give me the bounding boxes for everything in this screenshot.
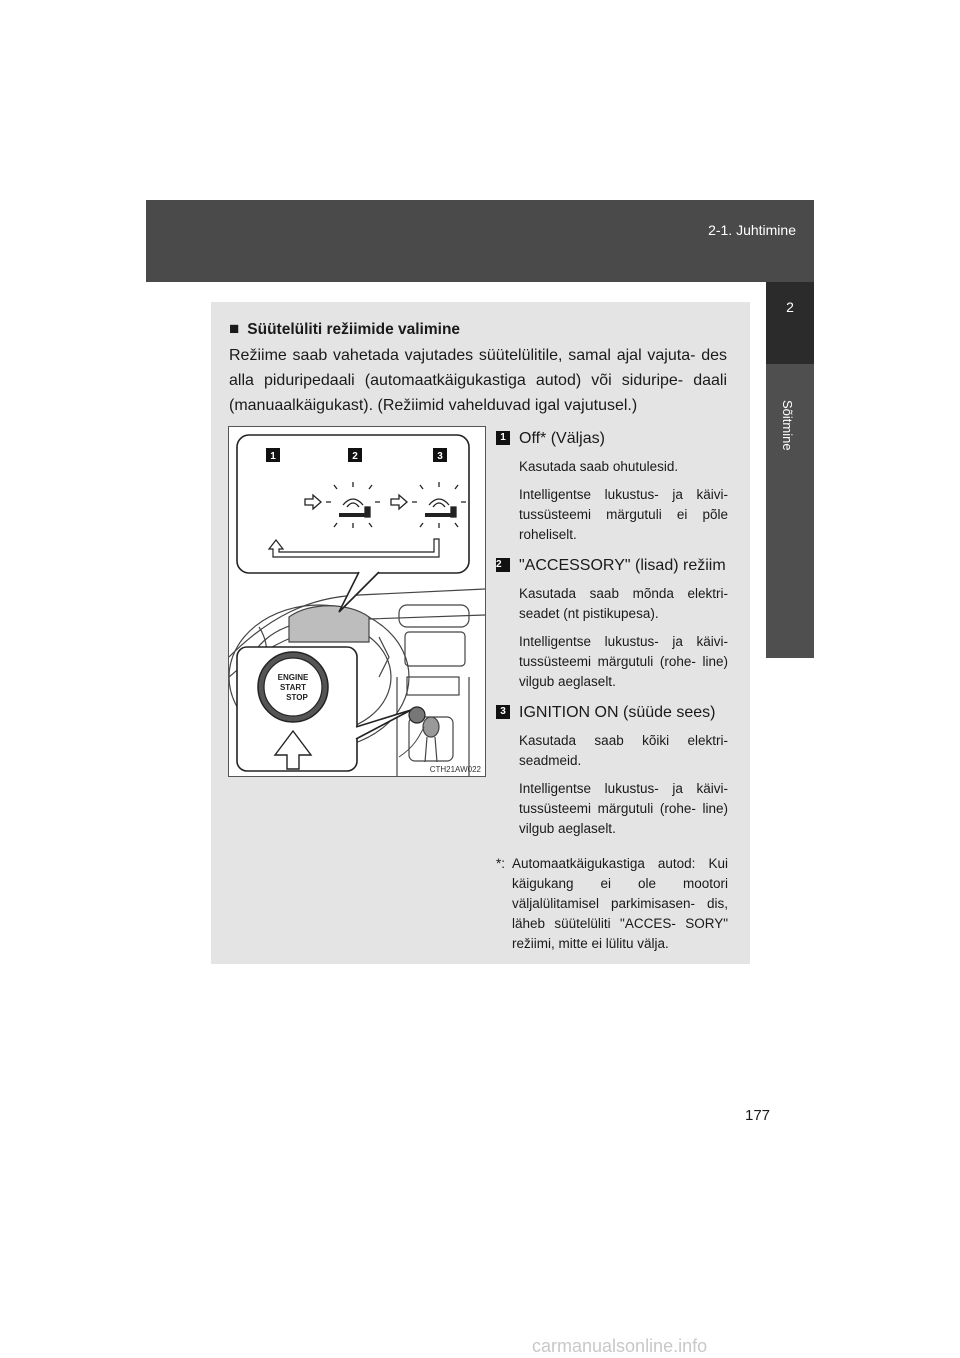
mode-off [496,426,728,545]
mode-title: Off* (Väljas) [519,430,605,447]
footnote-marker: *: [496,856,506,871]
watermark: carmanualsonline.info [532,1336,708,1356]
mode-description: Intelligentse lukustus- ja käivi- tussüsteemi märgutuli ei põle roheliselt. [519,487,728,542]
step-marker-3: 3 [496,705,510,719]
figure-code: CTH21AW022 [429,765,481,774]
illustration [228,426,486,777]
dashboard-illustration [229,427,485,776]
figure-marker-1: 1 [270,451,276,462]
footnote [496,854,728,954]
mode-description: Intelligentse lukustus- ja käivi- tussüsteemi märgutuli (rohe- line) vilgub aeglaselt. [519,634,728,689]
button-text-engine: ENGINE [277,673,309,682]
mode-ignition-on [496,700,728,839]
intro-paragraph: Režiime saab vahetada vajutades süütelülitile, samal ajal vajuta- des alla piduripedaali (automaatkäigukastiga autod) või siduripe- daali (manuaalkäigukast). (Režiimid vahelduvad igal vajutusel.) [229,347,727,414]
mode-description: Intelligentse lukustus- ja käivi- tussüsteemi märgutuli (rohe- line) vilgub aeglaselt. [519,781,728,836]
step-marker-1: 1 [496,431,510,445]
mode-accessory [496,553,728,692]
header-band [146,200,814,282]
chapter-name: Sõitmine [780,400,795,451]
mode-list [496,426,728,847]
mode-title: "ACCESSORY" (lisad) režiim [519,557,726,574]
mode-description: Kasutada saab ohutulesid. [519,459,679,474]
button-text-start: START [279,683,307,692]
page-number: 177 [745,1107,771,1124]
figure-marker-2: 2 [352,451,358,462]
figure-marker-3: 3 [437,451,443,462]
step-marker-2: 2 [496,558,510,572]
mode-description: Kasutada saab kõiki elektri- seadmeid. [519,733,728,768]
heading-text: Süütelüliti režiimide valimine [247,321,461,338]
chapter-tab [766,282,814,658]
heading-square-icon: ■ [229,319,240,338]
section-label: 2-1. Juhtimine [708,222,796,238]
chapter-number: 2 [766,282,814,364]
footnote-text: Automaatkäigukastiga autod: Kui käigukang ei ole mootori väljalülitamisel parkimisasen- dis, läheb süütelüliti "ACCES- SORY" režiimi, mitte ei lülitu välja. [512,856,728,951]
mode-description: Kasutada saab mõnda elektri- seadet (nt pistikupesa). [519,586,728,621]
button-text-stop: STOP [286,693,308,702]
content-box [211,302,750,964]
section-heading [229,319,460,339]
mode-title: IGNITION ON (süüde sees) [519,704,716,721]
